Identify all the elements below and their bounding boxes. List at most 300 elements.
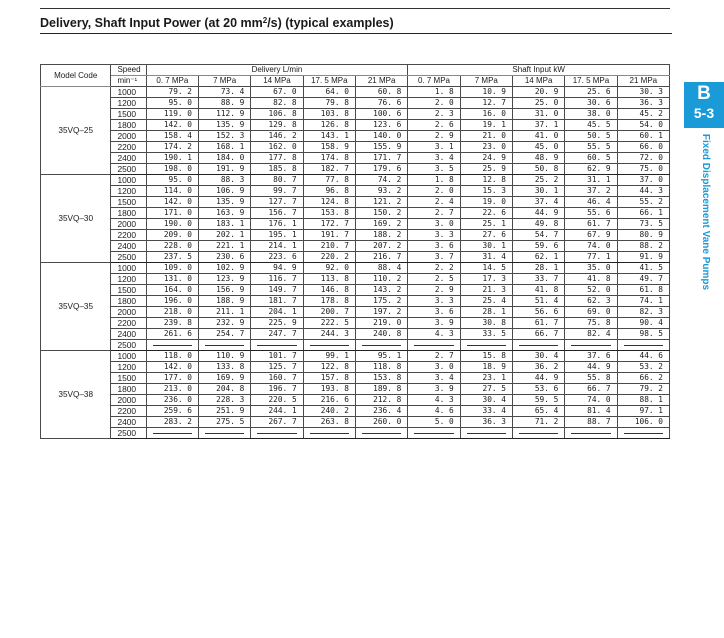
power-value-cell: 3. 7	[408, 252, 460, 263]
delivery-value-cell: 74. 2	[355, 175, 407, 186]
header-power-pressure: 7 MPa	[460, 76, 512, 87]
delivery-value-cell: 82. 8	[251, 98, 303, 109]
power-value-cell: 30. 4	[460, 395, 512, 406]
delivery-value-cell: 124. 8	[303, 197, 355, 208]
empty-value-cell	[565, 428, 617, 439]
power-value-cell: 3. 4	[408, 153, 460, 164]
delivery-value-cell: 143. 1	[303, 131, 355, 142]
delivery-value-cell: 149. 7	[251, 285, 303, 296]
table-row	[41, 87, 670, 98]
delivery-value-cell: 158. 9	[303, 142, 355, 153]
dash-mark	[153, 345, 192, 346]
delivery-value-cell: 181. 7	[251, 296, 303, 307]
delivery-value-cell: 191. 7	[303, 230, 355, 241]
delivery-value-cell: 178. 8	[303, 296, 355, 307]
power-value-cell: 30. 1	[460, 241, 512, 252]
power-value-cell: 3. 5	[408, 164, 460, 175]
power-value-cell: 74. 0	[565, 241, 617, 252]
power-value-cell: 62. 9	[565, 164, 617, 175]
delivery-value-cell: 67. 0	[251, 87, 303, 98]
power-value-cell: 53. 2	[617, 362, 669, 373]
delivery-value-cell: 114. 0	[146, 186, 198, 197]
power-value-cell: 80. 9	[617, 230, 669, 241]
power-value-cell: 30. 3	[617, 87, 669, 98]
delivery-value-cell: 174. 2	[146, 142, 198, 153]
power-value-cell: 27. 5	[460, 384, 512, 395]
power-value-cell: 31. 0	[512, 109, 564, 120]
power-value-cell: 45. 0	[512, 142, 564, 153]
power-value-cell: 61. 7	[512, 318, 564, 329]
delivery-value-cell: 189. 8	[355, 384, 407, 395]
empty-value-cell	[198, 340, 250, 351]
speed-cell: 1000	[111, 175, 146, 186]
delivery-value-cell: 95. 1	[355, 351, 407, 362]
delivery-value-cell: 260. 0	[355, 417, 407, 428]
delivery-value-cell: 247. 7	[251, 329, 303, 340]
power-value-cell: 79. 2	[617, 384, 669, 395]
model-code-cell: 35VQ–35	[41, 263, 111, 351]
header-power-pressure: 0. 7 MPa	[408, 76, 460, 87]
dash-mark	[467, 433, 506, 434]
table-row	[41, 208, 670, 219]
delivery-value-cell: 177. 0	[146, 373, 198, 384]
dash-mark	[153, 433, 192, 434]
table-row	[41, 296, 670, 307]
delivery-value-cell: 230. 6	[198, 252, 250, 263]
empty-value-cell	[198, 428, 250, 439]
delivery-value-cell: 176. 1	[251, 219, 303, 230]
delivery-value-cell: 135. 9	[198, 197, 250, 208]
delivery-value-cell: 223. 6	[251, 252, 303, 263]
top-rule	[40, 8, 670, 9]
table-row	[41, 307, 670, 318]
header-delivery-pressure: 17. 5 MPa	[303, 76, 355, 87]
power-value-cell: 23. 1	[460, 373, 512, 384]
delivery-value-cell: 156. 7	[251, 208, 303, 219]
table-row	[41, 175, 670, 186]
table-row	[41, 329, 670, 340]
delivery-value-cell: 204. 1	[251, 307, 303, 318]
delivery-value-cell: 171. 7	[355, 153, 407, 164]
speed-cell: 2200	[111, 318, 146, 329]
power-value-cell: 41. 8	[512, 285, 564, 296]
speed-cell: 2200	[111, 230, 146, 241]
empty-value-cell	[251, 428, 303, 439]
delivery-value-cell: 219. 0	[355, 318, 407, 329]
delivery-value-cell: 261. 6	[146, 329, 198, 340]
speed-cell: 2400	[111, 241, 146, 252]
power-value-cell: 4. 6	[408, 406, 460, 417]
delivery-value-cell: 99. 7	[251, 186, 303, 197]
delivery-value-cell: 222. 5	[303, 318, 355, 329]
delivery-value-cell: 175. 2	[355, 296, 407, 307]
dash-mark	[414, 345, 453, 346]
delivery-value-cell: 157. 8	[303, 373, 355, 384]
speed-cell: 2000	[111, 131, 146, 142]
power-value-cell: 53. 6	[512, 384, 564, 395]
delivery-value-cell: 254. 7	[198, 329, 250, 340]
table-row	[41, 109, 670, 120]
power-value-cell: 66. 2	[617, 373, 669, 384]
power-value-cell: 30. 6	[565, 98, 617, 109]
delivery-value-cell: 140. 0	[355, 131, 407, 142]
header-model-code: Model Code	[41, 65, 111, 87]
power-value-cell: 54. 0	[617, 120, 669, 131]
speed-cell: 1800	[111, 120, 146, 131]
power-value-cell: 59. 5	[512, 395, 564, 406]
speed-cell: 1000	[111, 263, 146, 274]
power-value-cell: 69. 0	[565, 307, 617, 318]
power-value-cell: 25. 2	[512, 175, 564, 186]
power-value-cell: 30. 4	[512, 351, 564, 362]
power-value-cell: 12. 8	[460, 175, 512, 186]
speed-cell: 1500	[111, 197, 146, 208]
delivery-value-cell: 216. 7	[355, 252, 407, 263]
delivery-value-cell: 73. 4	[198, 87, 250, 98]
delivery-value-cell: 197. 2	[355, 307, 407, 318]
delivery-value-cell: 267. 7	[251, 417, 303, 428]
delivery-value-cell: 188. 2	[355, 230, 407, 241]
empty-value-cell	[617, 340, 669, 351]
delivery-value-cell: 160. 7	[251, 373, 303, 384]
power-value-cell: 35. 0	[565, 263, 617, 274]
power-value-cell: 73. 5	[617, 219, 669, 230]
table-row	[41, 428, 670, 439]
delivery-value-cell: 88. 9	[198, 98, 250, 109]
delivery-value-cell: 228. 0	[146, 241, 198, 252]
power-value-cell: 44. 6	[617, 351, 669, 362]
power-value-cell: 75. 0	[617, 164, 669, 175]
power-value-cell: 2. 6	[408, 120, 460, 131]
empty-value-cell	[303, 340, 355, 351]
table-row	[41, 230, 670, 241]
empty-value-cell	[460, 340, 512, 351]
delivery-value-cell: 221. 1	[198, 241, 250, 252]
power-value-cell: 3. 0	[408, 362, 460, 373]
header-power-pressure: 14 MPa	[512, 76, 564, 87]
empty-value-cell	[512, 340, 564, 351]
power-value-cell: 1. 8	[408, 175, 460, 186]
empty-value-cell	[146, 428, 198, 439]
header-shaft-input: Shaft Input kW	[408, 65, 670, 76]
empty-value-cell	[146, 340, 198, 351]
delivery-value-cell: 209. 0	[146, 230, 198, 241]
table-row	[41, 362, 670, 373]
power-value-cell: 66. 7	[565, 384, 617, 395]
power-value-cell: 2. 7	[408, 351, 460, 362]
power-value-cell: 74. 0	[565, 395, 617, 406]
delivery-value-cell: 92. 0	[303, 263, 355, 274]
speed-cell: 1800	[111, 296, 146, 307]
delivery-value-cell: 123. 9	[198, 274, 250, 285]
delivery-value-cell: 109. 0	[146, 263, 198, 274]
delivery-value-cell: 152. 3	[198, 131, 250, 142]
empty-value-cell	[251, 340, 303, 351]
power-value-cell: 62. 3	[565, 296, 617, 307]
power-value-cell: 10. 9	[460, 87, 512, 98]
power-value-cell: 25. 0	[512, 98, 564, 109]
power-value-cell: 2. 5	[408, 274, 460, 285]
delivery-value-cell: 106. 9	[198, 186, 250, 197]
delivery-value-cell: 99. 1	[303, 351, 355, 362]
delivery-value-cell: 196. 7	[251, 384, 303, 395]
power-value-cell: 71. 2	[512, 417, 564, 428]
power-value-cell: 20. 9	[512, 87, 564, 98]
power-value-cell: 77. 1	[565, 252, 617, 263]
delivery-value-cell: 79. 8	[303, 98, 355, 109]
power-value-cell: 55. 8	[565, 373, 617, 384]
table-row	[41, 153, 670, 164]
delivery-value-cell: 196. 0	[146, 296, 198, 307]
power-value-cell: 49. 8	[512, 219, 564, 230]
delivery-value-cell: 244. 1	[251, 406, 303, 417]
delivery-value-cell: 207. 2	[355, 241, 407, 252]
power-value-cell: 30. 8	[460, 318, 512, 329]
delivery-value-cell: 168. 1	[198, 142, 250, 153]
power-value-cell: 22. 6	[460, 208, 512, 219]
delivery-value-cell: 220. 5	[251, 395, 303, 406]
dash-mark	[205, 433, 244, 434]
delivery-value-cell: 126. 8	[303, 120, 355, 131]
delivery-value-cell: 236. 0	[146, 395, 198, 406]
delivery-value-cell: 169. 9	[198, 373, 250, 384]
delivery-value-cell: 185. 8	[251, 164, 303, 175]
model-code-cell: 35VQ–30	[41, 175, 111, 263]
speed-cell: 2200	[111, 142, 146, 153]
delivery-value-cell: 153. 8	[303, 208, 355, 219]
power-value-cell: 30. 1	[512, 186, 564, 197]
empty-value-cell	[408, 340, 460, 351]
speed-cell: 2500	[111, 252, 146, 263]
delivery-value-cell: 190. 1	[146, 153, 198, 164]
power-value-cell: 81. 4	[565, 406, 617, 417]
delivery-value-cell: 96. 8	[303, 186, 355, 197]
delivery-value-cell: 251. 9	[198, 406, 250, 417]
delivery-value-cell: 259. 6	[146, 406, 198, 417]
power-value-cell: 2. 7	[408, 208, 460, 219]
power-value-cell: 37. 6	[565, 351, 617, 362]
delivery-value-cell: 100. 6	[355, 109, 407, 120]
delivery-value-cell: 184. 0	[198, 153, 250, 164]
power-value-cell: 67. 9	[565, 230, 617, 241]
delivery-value-cell: 110. 9	[198, 351, 250, 362]
speed-cell: 1000	[111, 87, 146, 98]
table-row	[41, 351, 670, 362]
power-value-cell: 54. 7	[512, 230, 564, 241]
delivery-value-cell: 218. 0	[146, 307, 198, 318]
empty-value-cell	[565, 340, 617, 351]
delivery-value-cell: 214. 1	[251, 241, 303, 252]
power-value-cell: 55. 2	[617, 197, 669, 208]
delivery-value-cell: 106. 8	[251, 109, 303, 120]
power-value-cell: 37. 4	[512, 197, 564, 208]
delivery-value-cell: 95. 0	[146, 175, 198, 186]
delivery-value-cell: 283. 2	[146, 417, 198, 428]
dash-mark	[467, 345, 506, 346]
delivery-value-cell: 79. 2	[146, 87, 198, 98]
badge-number: 5-3	[693, 105, 715, 121]
delivery-value-cell: 103. 8	[303, 109, 355, 120]
dash-mark	[362, 345, 401, 346]
delivery-value-cell: 60. 8	[355, 87, 407, 98]
empty-value-cell	[355, 340, 407, 351]
power-value-cell: 2. 0	[408, 98, 460, 109]
power-value-cell: 66. 7	[512, 329, 564, 340]
table-row	[41, 417, 670, 428]
delivery-value-cell: 76. 6	[355, 98, 407, 109]
empty-value-cell	[408, 428, 460, 439]
delivery-value-cell: 204. 8	[198, 384, 250, 395]
delivery-value-cell: 158. 4	[146, 131, 198, 142]
power-value-cell: 3. 6	[408, 307, 460, 318]
delivery-value-cell: 174. 8	[303, 153, 355, 164]
speed-cell: 2000	[111, 219, 146, 230]
delivery-value-cell: 116. 7	[251, 274, 303, 285]
table-row	[41, 340, 670, 351]
title-main: Delivery, Shaft Input Power (at 20 mm	[40, 16, 263, 30]
power-value-cell: 60. 5	[565, 153, 617, 164]
dash-mark	[362, 433, 401, 434]
delivery-value-cell: 275. 5	[198, 417, 250, 428]
power-value-cell: 18. 9	[460, 362, 512, 373]
header-delivery-pressure: 14 MPa	[251, 76, 303, 87]
power-value-cell: 91. 9	[617, 252, 669, 263]
power-value-cell: 66. 1	[617, 208, 669, 219]
dash-mark	[257, 345, 296, 346]
power-value-cell: 33. 5	[460, 329, 512, 340]
speed-cell: 2400	[111, 329, 146, 340]
power-value-cell: 21. 0	[460, 131, 512, 142]
power-value-cell: 41. 0	[512, 131, 564, 142]
power-value-cell: 36. 3	[460, 417, 512, 428]
power-value-cell: 51. 4	[512, 296, 564, 307]
power-value-cell: 44. 9	[512, 373, 564, 384]
power-value-cell: 3. 9	[408, 318, 460, 329]
table-row	[41, 274, 670, 285]
dash-mark	[624, 345, 663, 346]
power-value-cell: 49. 7	[617, 274, 669, 285]
table-row	[41, 395, 670, 406]
delivery-value-cell: 153. 8	[355, 373, 407, 384]
power-value-cell: 44. 9	[512, 208, 564, 219]
speed-cell: 2000	[111, 307, 146, 318]
dash-mark	[519, 433, 558, 434]
delivery-value-cell: 142. 0	[146, 120, 198, 131]
header-delivery-pressure: 7 MPa	[198, 76, 250, 87]
power-value-cell: 36. 2	[512, 362, 564, 373]
dash-mark	[571, 433, 610, 434]
power-value-cell: 25. 4	[460, 296, 512, 307]
table-row	[41, 406, 670, 417]
power-value-cell: 15. 8	[460, 351, 512, 362]
delivery-value-cell: 171. 0	[146, 208, 198, 219]
dash-mark	[310, 433, 349, 434]
delivery-value-cell: 122. 8	[303, 362, 355, 373]
table-row	[41, 384, 670, 395]
delivery-value-cell: 200. 7	[303, 307, 355, 318]
delivery-value-cell: 240. 8	[355, 329, 407, 340]
power-value-cell: 2. 2	[408, 263, 460, 274]
power-value-cell: 55. 6	[565, 208, 617, 219]
delivery-value-cell: 239. 8	[146, 318, 198, 329]
speed-cell: 1500	[111, 285, 146, 296]
delivery-value-cell: 172. 7	[303, 219, 355, 230]
speed-cell: 1200	[111, 98, 146, 109]
delivery-value-cell: 177. 8	[251, 153, 303, 164]
power-value-cell: 41. 5	[617, 263, 669, 274]
power-value-cell: 88. 1	[617, 395, 669, 406]
power-value-cell: 21. 3	[460, 285, 512, 296]
delivery-value-cell: 182. 7	[303, 164, 355, 175]
power-value-cell: 14. 5	[460, 263, 512, 274]
power-value-cell: 31. 1	[565, 175, 617, 186]
delivery-value-cell: 113. 8	[303, 274, 355, 285]
power-value-cell: 56. 6	[512, 307, 564, 318]
delivery-value-cell: 228. 3	[198, 395, 250, 406]
header-delivery-pressure: 21 MPa	[355, 76, 407, 87]
delivery-value-cell: 121. 2	[355, 197, 407, 208]
power-value-cell: 19. 1	[460, 120, 512, 131]
power-value-cell: 65. 4	[512, 406, 564, 417]
title-superscript: 2	[262, 16, 268, 25]
header-power-pressure: 21 MPa	[617, 76, 669, 87]
delivery-value-cell: 125. 7	[251, 362, 303, 373]
power-value-cell: 74. 1	[617, 296, 669, 307]
power-value-cell: 25. 1	[460, 219, 512, 230]
dash-mark	[310, 345, 349, 346]
power-value-cell: 2. 4	[408, 197, 460, 208]
delivery-value-cell: 127. 7	[251, 197, 303, 208]
table-row	[41, 197, 670, 208]
delivery-value-cell: 142. 0	[146, 362, 198, 373]
power-value-cell: 19. 0	[460, 197, 512, 208]
table-row	[41, 98, 670, 109]
delivery-value-cell: 146. 8	[303, 285, 355, 296]
power-value-cell: 3. 4	[408, 373, 460, 384]
delivery-value-cell: 191. 9	[198, 164, 250, 175]
table-row	[41, 120, 670, 131]
delivery-value-cell: 164. 0	[146, 285, 198, 296]
delivery-value-cell: 193. 8	[303, 384, 355, 395]
delivery-value-cell: 232. 9	[198, 318, 250, 329]
power-value-cell: 2. 9	[408, 285, 460, 296]
speed-cell: 2000	[111, 395, 146, 406]
power-value-cell: 37. 0	[617, 175, 669, 186]
power-value-cell: 90. 4	[617, 318, 669, 329]
delivery-value-cell: 236. 4	[355, 406, 407, 417]
delivery-value-cell: 88. 3	[198, 175, 250, 186]
table-row	[41, 252, 670, 263]
delivery-value-cell: 94. 9	[251, 263, 303, 274]
delivery-value-cell: 202. 1	[198, 230, 250, 241]
delivery-value-cell: 156. 9	[198, 285, 250, 296]
table-row	[41, 142, 670, 153]
speed-cell: 2200	[111, 406, 146, 417]
delivery-value-cell: 110. 2	[355, 274, 407, 285]
delivery-value-cell: 198. 0	[146, 164, 198, 175]
power-value-cell: 59. 6	[512, 241, 564, 252]
header-delivery-pressure: 0. 7 MPa	[146, 76, 198, 87]
badge-letter: B	[697, 83, 711, 104]
power-value-cell: 25. 6	[565, 87, 617, 98]
delivery-value-cell: 190. 0	[146, 219, 198, 230]
power-value-cell: 72. 0	[617, 153, 669, 164]
table-row	[41, 131, 670, 142]
table-row	[41, 285, 670, 296]
speed-cell: 2500	[111, 340, 146, 351]
delivery-value-cell: 146. 2	[251, 131, 303, 142]
power-value-cell: 37. 2	[565, 186, 617, 197]
